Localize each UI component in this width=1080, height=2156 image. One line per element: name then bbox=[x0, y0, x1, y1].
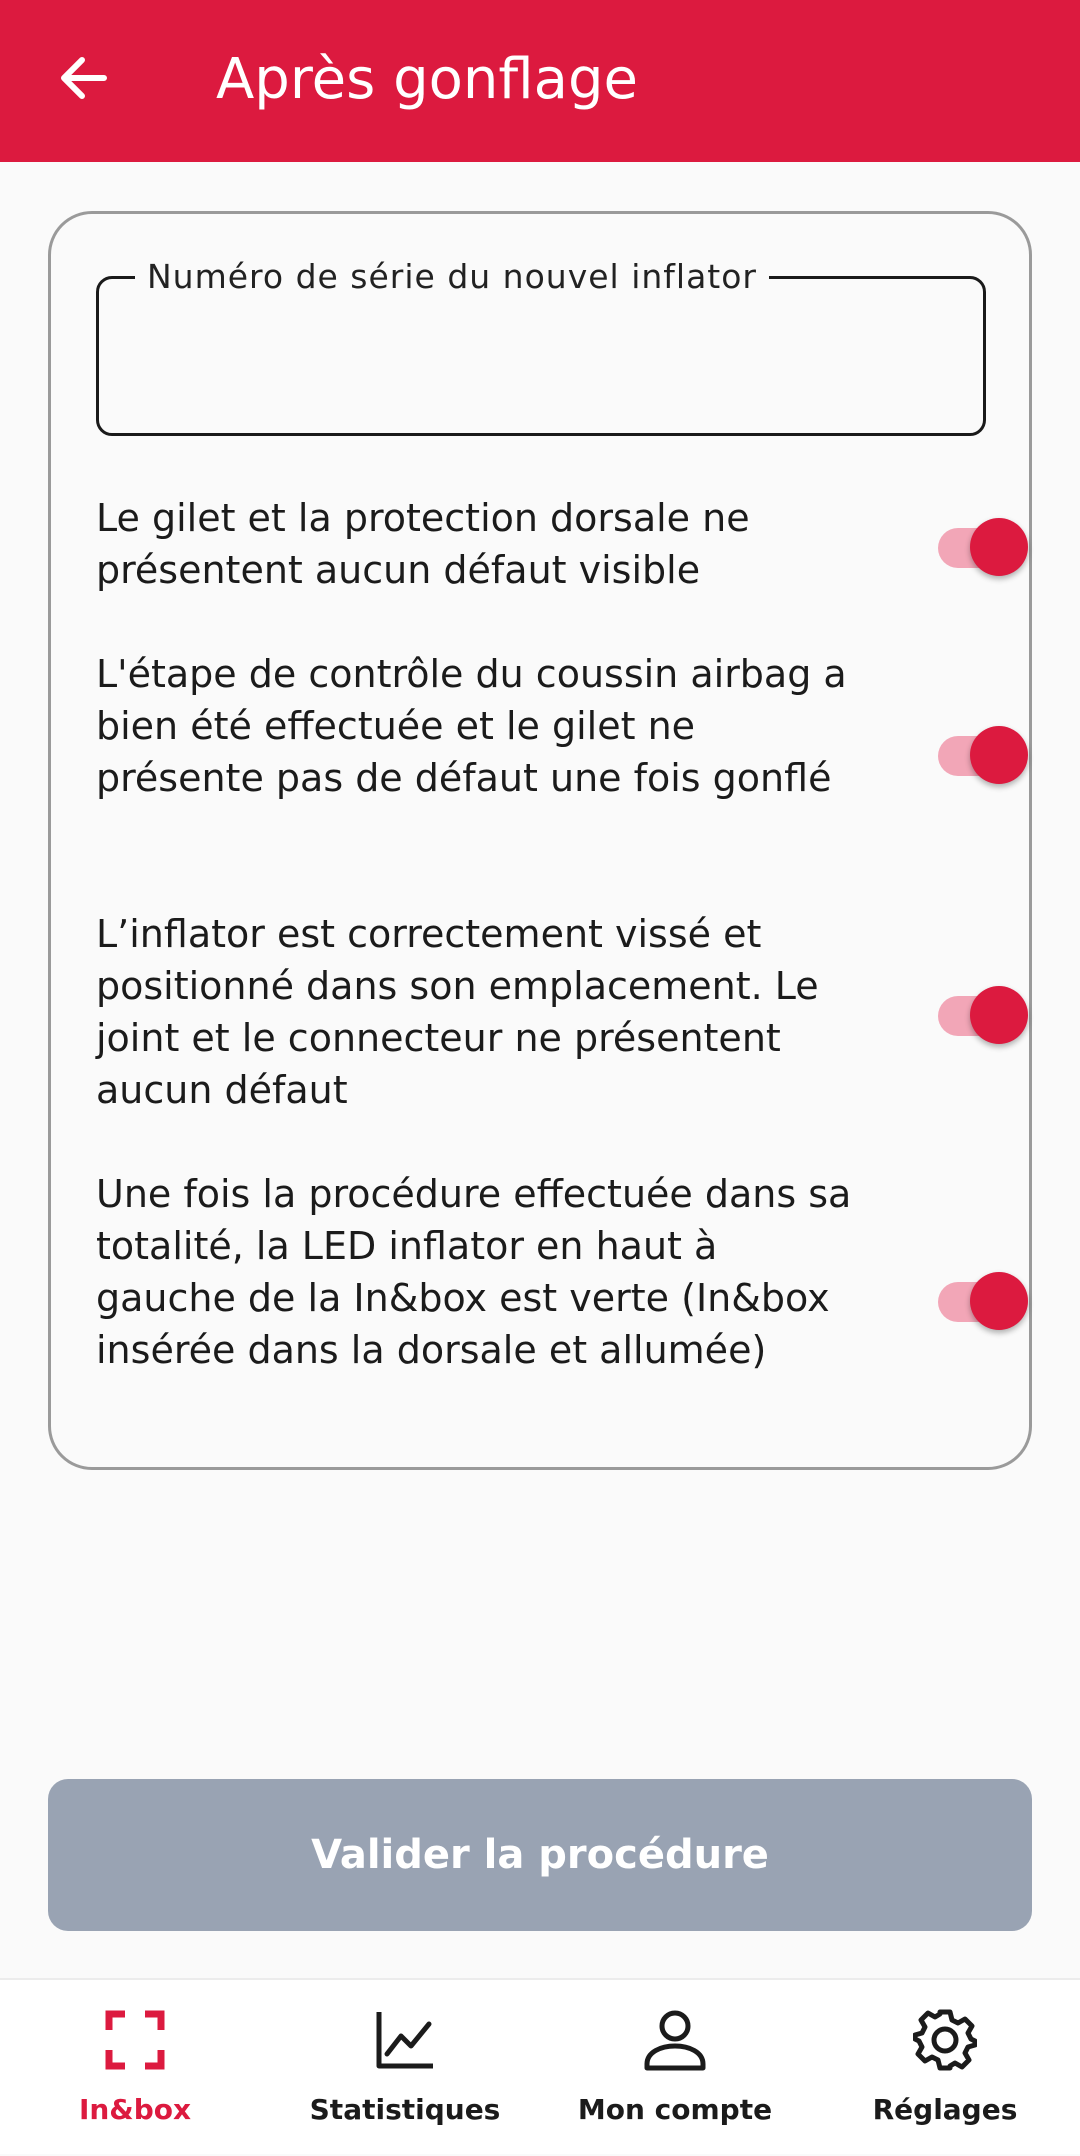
check-toggle[interactable] bbox=[928, 1270, 1028, 1334]
check-text: L'étape de contrôle du coussin airbag a bien été effectuée et le gilet ne présente pas de défaut une fois gonflé bbox=[96, 652, 847, 800]
toggle-thumb bbox=[970, 726, 1028, 784]
nav-label: In&box bbox=[78, 2093, 192, 2126]
check-text: Le gilet et la protection dorsale ne présentent aucun défaut visible bbox=[96, 496, 750, 592]
chart-line-icon bbox=[373, 2008, 437, 2072]
check-toggle[interactable] bbox=[928, 724, 1028, 788]
nav-item-inbox[interactable] bbox=[0, 1980, 270, 2156]
check-row bbox=[96, 492, 986, 612]
app-bar bbox=[0, 0, 1080, 162]
toggle-thumb bbox=[970, 518, 1028, 576]
user-icon bbox=[643, 2008, 707, 2072]
serial-number-field[interactable] bbox=[96, 257, 986, 436]
nav-item-settings[interactable] bbox=[810, 1980, 1080, 2156]
checklist-card bbox=[48, 211, 1032, 1470]
scan-frame-icon bbox=[103, 2008, 167, 2072]
check-row bbox=[96, 908, 986, 1118]
toggle-thumb bbox=[970, 1272, 1028, 1330]
check-text: Une fois la procédure effectuée dans sa totalité, la LED inflator en haut à gauche de la In&box est verte (In&box insérée dans la dorsale et allumée) bbox=[96, 1172, 852, 1372]
check-row bbox=[96, 1168, 986, 1432]
check-toggle[interactable] bbox=[928, 984, 1028, 1048]
arrow-left-icon bbox=[56, 50, 112, 106]
serial-number-label: Numéro de série du nouvel inflator bbox=[135, 257, 769, 297]
check-text: L’inflator est correctement vissé et positionné dans son emplacement. Le joint et le connecteur ne présentent aucun défaut bbox=[96, 912, 819, 1112]
nav-item-account[interactable] bbox=[540, 1980, 810, 2156]
serial-number-input[interactable] bbox=[123, 319, 963, 399]
gear-icon bbox=[913, 2008, 977, 2072]
bottom-navigation bbox=[0, 1978, 1080, 2154]
nav-label: Mon compte bbox=[577, 2093, 773, 2126]
page-title: Après gonflage bbox=[216, 47, 638, 112]
nav-label: Réglages bbox=[872, 2093, 1018, 2126]
check-toggle[interactable] bbox=[928, 516, 1028, 580]
nav-item-statistics[interactable] bbox=[270, 1980, 540, 2156]
back-button[interactable] bbox=[48, 42, 120, 114]
toggle-thumb bbox=[970, 986, 1028, 1044]
check-row bbox=[96, 648, 986, 858]
validate-procedure-button[interactable]: Valider la procédure bbox=[48, 1779, 1032, 1931]
nav-label: Statistiques bbox=[309, 2093, 501, 2126]
